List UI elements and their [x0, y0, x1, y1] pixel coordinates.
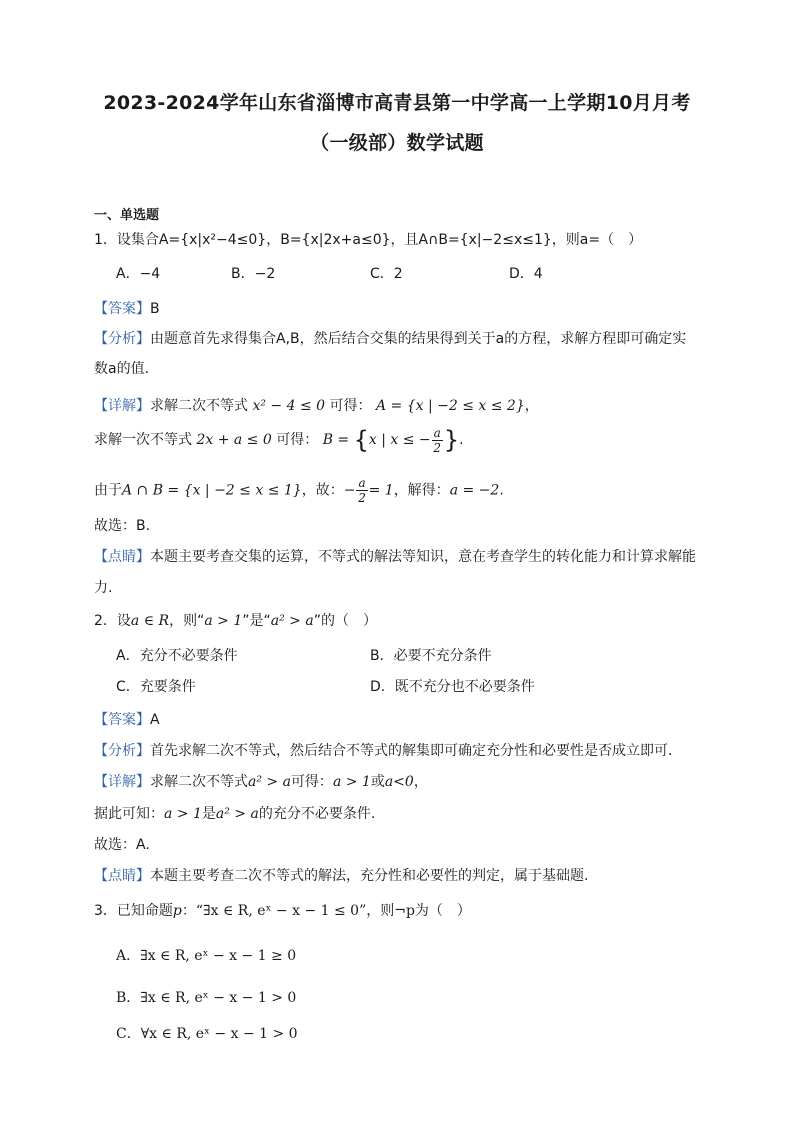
question-text: ”是“: [242, 613, 271, 629]
comment-tag: 【点睛】: [94, 868, 150, 884]
brace-left: {: [353, 426, 369, 454]
detail-text: 求解二次不等式: [150, 774, 248, 790]
section-heading: 一、单选题: [94, 208, 160, 223]
q1-detail-line1: [94, 395, 539, 415]
math-expr: p: [172, 903, 182, 919]
fraction-numerator: a: [358, 476, 366, 490]
q1-analysis: [94, 328, 686, 348]
q2-analysis: [94, 740, 672, 760]
question-number: 1．: [94, 232, 117, 248]
math-expr: a² > a: [215, 806, 259, 822]
detail-text: ，: [413, 774, 428, 790]
q1-option-c: C．2: [370, 266, 403, 282]
math-expr: a > 1: [332, 774, 371, 790]
math-expr: A ∩ B = {x | −2 ≤ x ≤ 1}: [122, 482, 302, 499]
math-expr: a > 1: [204, 613, 243, 629]
answer-value: A: [150, 712, 160, 728]
question-text: ：“∃x ∈ R, eˣ − x − 1 ≤ 0”，则¬p为（ ）: [181, 903, 471, 919]
q2-option-a: A．充分不必要条件: [116, 648, 238, 664]
fraction: [432, 427, 443, 454]
document-title-line2: （一级部）数学试题: [310, 132, 484, 154]
question-number: 3．: [94, 903, 117, 919]
math-expr: x | x ≤ −: [368, 432, 431, 448]
detail-text: ，故：: [301, 482, 344, 499]
analysis-text: 由题意首先求得集合A,B，然后结合交集的结果得到关于a的方程，求解方程即可确定实: [150, 331, 687, 347]
detail-text: 或: [370, 774, 385, 790]
fraction-denominator: 2: [358, 491, 366, 505]
math-expr: x² − 4 ≤ 0: [252, 398, 326, 414]
detail-tag: 【详解】: [94, 398, 150, 414]
detail-text: 是: [201, 806, 216, 822]
math-expr: a² > a: [270, 613, 314, 629]
question-text: 已知命题: [116, 903, 173, 919]
question-text: 设: [116, 613, 131, 629]
detail-tag: 【详解】: [94, 774, 150, 790]
detail-text: ，解得：: [393, 482, 450, 499]
q1-option-b: B．−2: [231, 266, 276, 282]
question-2-stem: [94, 610, 377, 630]
detail-text: .: [459, 432, 464, 448]
math-expr: 2x + a ≤ 0: [196, 432, 272, 448]
question-text: ”的（ ）: [313, 613, 377, 629]
question-text: ，则“: [169, 613, 205, 629]
document-title-line1: 2023-2024学年山东省淄博市高青县第一中学高一上学期10月月考: [103, 92, 691, 114]
q3-option-a: A．∃x ∈ R, eˣ − x − 1 ≥ 0: [116, 948, 297, 964]
detail-text: 由于: [94, 482, 122, 499]
math-expr: a > 1: [164, 806, 202, 822]
math-expr: = 1: [368, 482, 394, 499]
answer-tag: 【答案】: [94, 301, 150, 317]
question-1-stem: [94, 229, 642, 249]
math-expr: B =: [322, 432, 354, 448]
question-number: 2．: [94, 613, 117, 629]
math-expr: a ∈ R: [130, 613, 170, 629]
q2-option-d: D．既不充分也不必要条件: [370, 679, 535, 695]
analysis-tag: 【分析】: [94, 331, 150, 347]
comment-tag: 【点睛】: [94, 549, 150, 565]
q3-option-c: C．∀x ∈ R, eˣ − x − 1 > 0: [116, 1026, 298, 1042]
q1-option-d: D．4: [509, 266, 543, 282]
math-expr: a = −2: [449, 482, 500, 499]
q2-option-b: B．必要不充分条件: [370, 648, 492, 664]
q1-option-a: A．−4: [116, 266, 161, 282]
math-expr: A = {x | −2 ≤ x ≤ 2}: [375, 398, 525, 414]
detail-text: 求解一次不等式: [94, 432, 192, 448]
detail-text: 可得：: [290, 774, 333, 790]
comment-text: 本题主要考查二次不等式的解法，充分性和必要性的判定，属于基础题.: [150, 868, 589, 884]
q2-conclusion: 故选：A.: [94, 837, 150, 853]
question-3-stem: [94, 900, 471, 920]
math-expr: a² > a: [248, 774, 291, 790]
question-text: 设集合A={x|x²−4≤0}，B={x|2x+a≤0}，且A∩B={x|−2≤x≤1}，则a=（ ）: [116, 232, 643, 248]
q1-comment-cont: 力.: [94, 580, 113, 596]
detail-text: 可得：: [329, 398, 372, 414]
q2-detail-line1: [94, 771, 428, 791]
fraction: [356, 477, 367, 504]
math-expr: a<0: [384, 774, 414, 790]
q1-comment: [94, 546, 696, 566]
q2-option-c: C．充要条件: [116, 679, 196, 695]
fraction-numerator: a: [433, 425, 441, 440]
answer-value: B: [150, 301, 160, 317]
detail-text: 据此可知：: [94, 806, 164, 822]
detail-text: 可得：: [276, 432, 319, 448]
brace-right: }: [443, 426, 460, 454]
detail-text: .: [499, 482, 504, 499]
fraction-denominator: 2: [433, 440, 442, 455]
comment-text: 本题主要考查交集的运算，不等式的解法等知识，意在考查学生的转化能力和计算求解能: [150, 549, 696, 565]
analysis-tag: 【分析】: [94, 743, 150, 759]
detail-text: 的充分不必要条件.: [258, 806, 376, 822]
q1-conclusion: 故选：B.: [94, 518, 151, 534]
math-expr: −: [343, 482, 356, 499]
q2-answer: [94, 709, 160, 729]
q1-detail-line2: [94, 426, 464, 454]
detail-text: ，: [524, 398, 539, 414]
q1-analysis-cont: 数a的值.: [94, 361, 150, 377]
analysis-text: 首先求解二次不等式，然后结合不等式的解集即可确定充分性和必要性是否成立即可.: [150, 743, 673, 759]
detail-text: 求解二次不等式: [150, 398, 248, 414]
q2-comment: [94, 865, 588, 885]
q3-option-b: B．∃x ∈ R, eˣ − x − 1 > 0: [116, 990, 297, 1006]
q1-answer: [94, 298, 160, 318]
answer-tag: 【答案】: [94, 712, 150, 728]
q2-detail-line2: [94, 803, 375, 823]
q1-detail-line3: [94, 477, 504, 504]
